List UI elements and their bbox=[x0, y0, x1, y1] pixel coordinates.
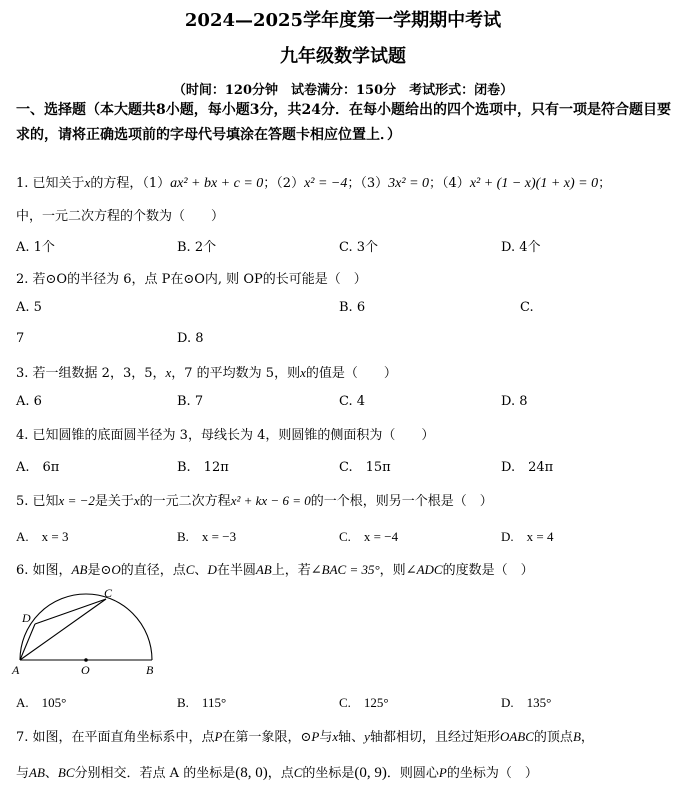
q7-line2-e: 的坐标是 bbox=[302, 766, 355, 781]
q5-stem-b: 是关于 bbox=[94, 494, 134, 509]
q3-option-a[interactable]: A. 6 bbox=[16, 394, 42, 409]
q7-line2-f: ．则圆心 bbox=[386, 766, 439, 781]
q1-eq4: x² + (1 − x)(1 + x) = 0 bbox=[469, 176, 599, 191]
q7-line2-c: 分别相交．若点 A 的坐标是 bbox=[74, 766, 236, 781]
q7-line1-e: 轴都相切，且经过矩形 bbox=[369, 730, 500, 745]
q7-ab: AB bbox=[29, 765, 45, 780]
q6-option-c[interactable]: C. 125° bbox=[339, 695, 389, 710]
q1-stem-a: 1. 已知关于 bbox=[16, 176, 85, 191]
q6-option-b[interactable]: B. 115° bbox=[177, 695, 227, 710]
q7-y: y bbox=[364, 729, 370, 744]
q1-sep4: ；（4） bbox=[429, 176, 470, 191]
q6-stem-d: 、 bbox=[194, 563, 208, 578]
q5-eq: x² + kx − 6 = 0 bbox=[230, 493, 311, 508]
q6-ab2: AB bbox=[255, 562, 272, 577]
q7-line1-c: 与 bbox=[319, 730, 333, 745]
q7-b: B bbox=[572, 729, 581, 744]
question-1 bbox=[16, 172, 611, 192]
q2-option-b[interactable]: B. 6 bbox=[339, 300, 366, 315]
q6-label-c: C bbox=[104, 588, 113, 600]
question-5 bbox=[16, 490, 493, 509]
q6-stem-c: 的直径，点 bbox=[120, 563, 186, 578]
q2-option-c-value: 7 bbox=[16, 331, 25, 346]
q5-stem-d: 的一个根，则另一个根是（ ） bbox=[310, 494, 493, 509]
q3-stem-a: 3. 若一组数据 2，3，5， bbox=[16, 366, 166, 381]
q5-option-a[interactable]: A. x = 3 bbox=[16, 529, 69, 544]
q6-label-o: O bbox=[81, 663, 90, 677]
q7-p3: P bbox=[438, 765, 447, 780]
q7-line1-f: 的顶点 bbox=[533, 730, 573, 745]
q1-eq1: ax² + bx + c = 0 bbox=[170, 176, 264, 191]
question-2: 2. 若⊙O的半径为 6，点 P在⊙O内, 则 OP的长可能是（ ） bbox=[16, 272, 367, 287]
q1-eq3: 3x² = 0 bbox=[388, 176, 430, 191]
q6-stem-e: 在半圆 bbox=[216, 563, 256, 578]
q7-x: x bbox=[332, 729, 339, 744]
q7-coord-c: (0, 9) bbox=[354, 765, 387, 781]
q6-d: D bbox=[207, 562, 217, 577]
q7-p: P bbox=[214, 729, 223, 744]
q5-option-d[interactable]: D. x = 4 bbox=[501, 529, 554, 544]
q3-stem-b: ，7 的平均数为 5，则 bbox=[171, 366, 301, 381]
q6-stem-a: 6. 如图， bbox=[16, 563, 72, 578]
q1-var: x bbox=[84, 175, 91, 190]
q1-end: ； bbox=[598, 176, 612, 191]
question-3 bbox=[16, 362, 397, 381]
q6-stem-f: 上，若 bbox=[271, 563, 311, 578]
q2-option-a[interactable]: A. 5 bbox=[16, 300, 42, 315]
q7-line2-g: 的坐标为（ ） bbox=[446, 766, 538, 781]
q5-stem-a: 5. 已知 bbox=[16, 494, 59, 509]
question-7 bbox=[16, 726, 594, 745]
q1-sep2: ；（2） bbox=[263, 176, 305, 191]
q4-option-b[interactable]: B. 12π bbox=[177, 460, 229, 475]
question-6 bbox=[16, 559, 534, 578]
q7-p2: P bbox=[311, 729, 320, 744]
q4-option-a[interactable]: A. 6π bbox=[16, 460, 60, 475]
q5-option-b[interactable]: B. x = −3 bbox=[177, 529, 237, 544]
q5-root: x = −2 bbox=[58, 493, 95, 508]
q1-option-c[interactable]: C. 3个 bbox=[339, 240, 379, 255]
q3-option-c[interactable]: C. 4 bbox=[339, 394, 366, 409]
question-1-line2: 中，一元二次方程的个数为（ ） bbox=[16, 209, 225, 224]
q6-option-a[interactable]: A. 105° bbox=[16, 695, 67, 710]
q6-stem-b: 是⊙ bbox=[87, 563, 112, 578]
q1-sep3: ；（3） bbox=[347, 176, 389, 191]
paper-subtitle: 九年级数学试题 bbox=[280, 46, 406, 67]
q7-line1-d: 轴、 bbox=[338, 730, 365, 745]
q3-option-b[interactable]: B. 7 bbox=[177, 394, 204, 409]
q7-line1-a: 7. 如图，在平面直角坐标系中，点 bbox=[16, 730, 215, 745]
q6-stem-h: 的度数是（ ） bbox=[442, 563, 534, 578]
q6-o: O bbox=[111, 562, 121, 577]
q1-option-b[interactable]: B. 2个 bbox=[177, 240, 217, 255]
q3-stem-c: 的值是（ ） bbox=[305, 366, 397, 381]
q7-line1-g: ， bbox=[580, 730, 594, 745]
q7-line2-a: 与 bbox=[16, 766, 30, 781]
q2-option-d[interactable]: D. 8 bbox=[177, 331, 204, 346]
q1-eq2: x² = −4 bbox=[304, 176, 348, 191]
q6-center-dot bbox=[84, 658, 88, 662]
q3-option-d[interactable]: D. 8 bbox=[501, 394, 528, 409]
q7-c: C bbox=[293, 765, 303, 780]
q5-stem-c: 的一元二次方程 bbox=[139, 494, 231, 509]
q6-option-d[interactable]: D. 135° bbox=[501, 695, 552, 710]
q6-label-b: B bbox=[146, 663, 154, 677]
exam-info: （时间：120分钟 试卷满分：150分 考试形式：闭卷） bbox=[172, 83, 514, 98]
q6-label-a: A bbox=[12, 663, 20, 677]
q3-var: x bbox=[165, 365, 172, 380]
q7-oabc: OABC bbox=[499, 729, 534, 744]
q1-option-d[interactable]: D. 4个 bbox=[501, 240, 541, 255]
q7-line1-b: 在第一象限，⊙ bbox=[222, 730, 312, 745]
q1-stem-b: 的方程，（1） bbox=[90, 176, 171, 191]
q5-option-c[interactable]: C. x = −4 bbox=[339, 529, 399, 544]
q4-option-d[interactable]: D. 24π bbox=[501, 460, 554, 475]
q6-ab: AB bbox=[71, 562, 88, 577]
q7-line2-b: 、 bbox=[44, 766, 58, 781]
q7-line2-d: ，点 bbox=[267, 766, 294, 781]
q6-c: C bbox=[185, 562, 195, 577]
q4-option-c[interactable]: C. 15π bbox=[339, 460, 391, 475]
q6-chord-dc bbox=[35, 599, 106, 624]
q6-label-d: D bbox=[22, 611, 31, 625]
q6-semicircle bbox=[20, 594, 152, 660]
q7-bc: BC bbox=[57, 765, 75, 780]
section-heading: 一、选择题（本大题共8小题，每小题3分，共24分．在每小题给出的四个选项中，只有一项是符合题目要求的，请将正确选项前的字母代号填涂在答题卡相应位置上．） bbox=[16, 102, 671, 143]
question-4: 4. 已知圆锥的底面圆半径为 3，母线长为 4，则圆锥的侧面积为（ ） bbox=[16, 428, 435, 443]
q2-option-c[interactable]: C. bbox=[520, 300, 534, 315]
q7-coord-a: (8, 0) bbox=[235, 765, 268, 781]
q3-var-2: x bbox=[300, 365, 306, 380]
q6-figure bbox=[10, 588, 160, 678]
q1-option-a[interactable]: A. 1个 bbox=[16, 240, 55, 255]
q6-angle: ∠BAC = 35° bbox=[310, 562, 380, 577]
exam-title: 2024—2025学年度第一学期期中考试 bbox=[184, 10, 502, 31]
q6-angle2: ∠ADC bbox=[405, 562, 443, 577]
q5-var: x bbox=[133, 493, 140, 508]
q6-stem-g: ，则 bbox=[379, 563, 406, 578]
question-7-line2 bbox=[16, 762, 538, 782]
